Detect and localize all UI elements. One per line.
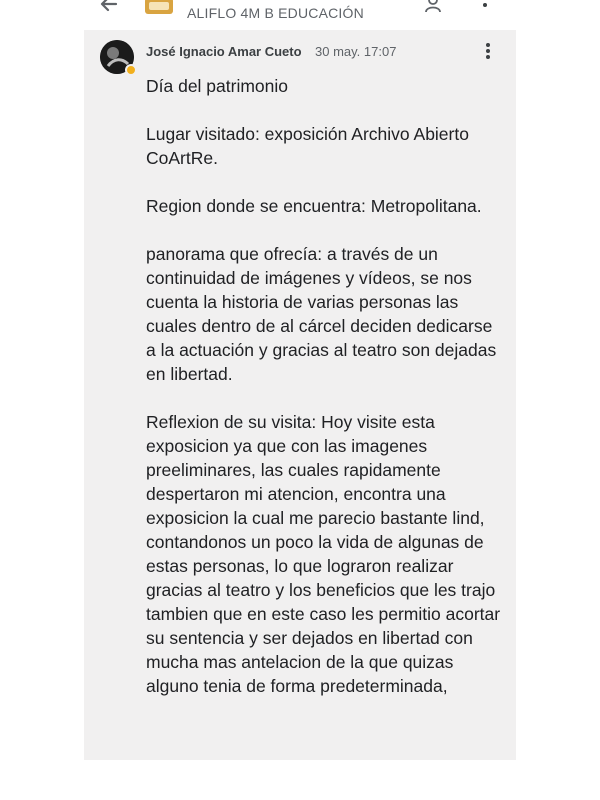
back-button[interactable] (96, 0, 124, 18)
post-timestamp: 30 may. 17:07 (315, 44, 397, 59)
class-icon (143, 0, 175, 18)
post-more-button[interactable] (478, 40, 498, 62)
class-name: ALIFLO 4M B EDUCACIÓN (187, 5, 364, 21)
overflow-menu-button[interactable] (478, 0, 492, 14)
avatar[interactable] (100, 40, 134, 74)
more-vert-icon (478, 0, 492, 14)
arrow-back-icon (96, 0, 124, 18)
post-body (146, 74, 506, 698)
post-paragraph: Día del patrimonio (146, 76, 289, 96)
avatar-badge (125, 64, 137, 76)
post-paragraph: Reflexion de su visita: Hoy visite esta exposicion ya que con las imagenes preeliminares, las cuales rapidamente despertaron mi atencion, encontra una exposicion la cual me parecio bastante lind, contandonos un poco la vida de algunas de estas personas, lo que lograron realizar gracias al teatro y los beneficios que les trajo tambien que en este caso les permitio acortar su sentencia y ser dejados en libertad con mucha mas antelacion de la que quizas alguno tenia de forma predeterminada, (146, 412, 501, 696)
post-paragraph: Region donde se encuentra: Metropolitana. (146, 196, 482, 216)
post-paragraph: Lugar visitado: exposición Archivo Abierto CoArtRe. (146, 124, 469, 168)
people-button[interactable] (424, 0, 442, 14)
post-card (84, 30, 516, 760)
author-name: José Ignacio Amar Cueto (146, 44, 302, 59)
top-app-bar (0, 0, 600, 30)
person-icon (424, 0, 442, 14)
more-vert-icon (478, 40, 498, 62)
post-paragraph: panorama que ofrecía: a través de un continuidad de imágenes y vídeos, se nos cuenta la historia de varias personas las cuales dentro de al cárcel deciden dedicarse a la actuación y gracias al teatro son dejadas en libertad. (146, 244, 497, 384)
